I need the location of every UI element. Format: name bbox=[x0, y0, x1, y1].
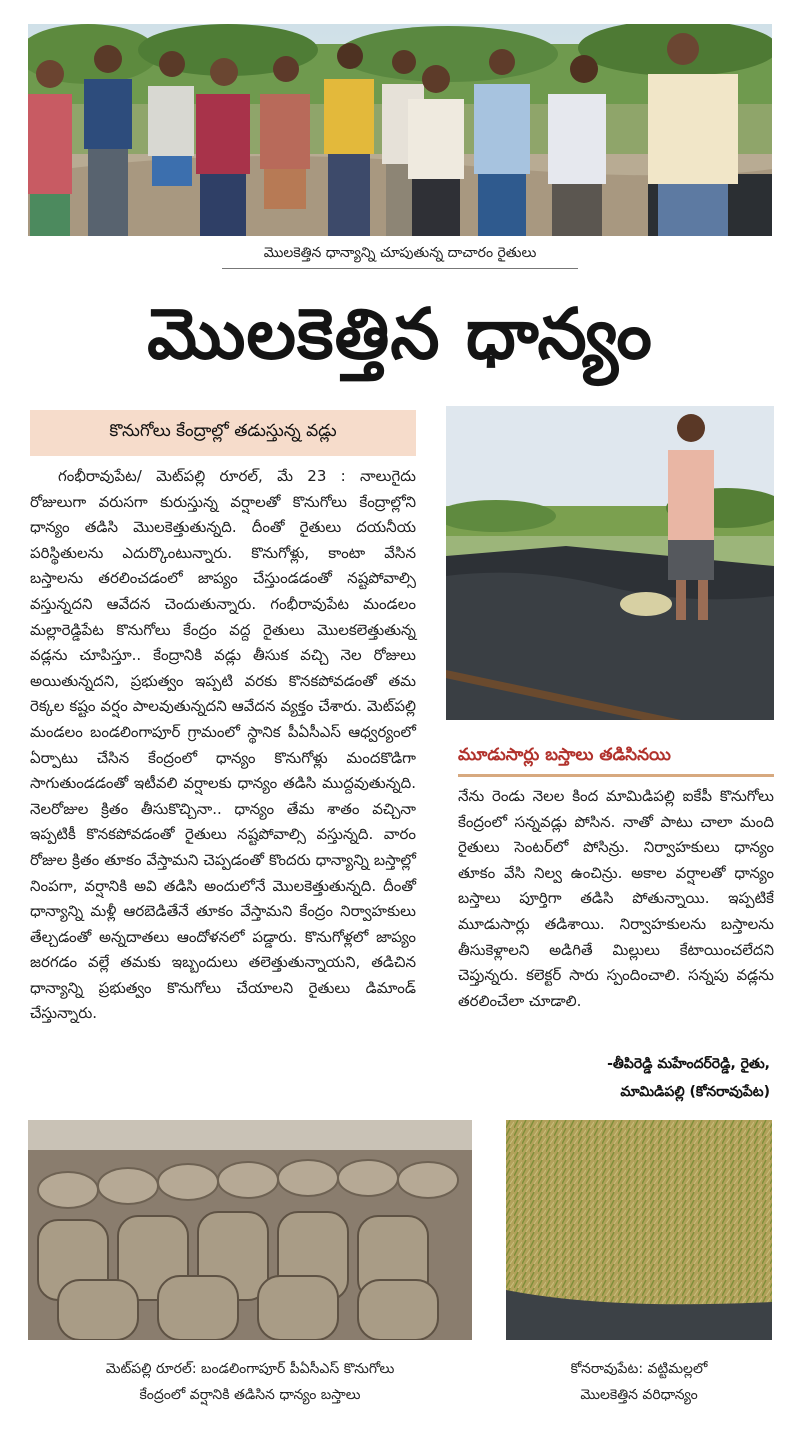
farmers-photo bbox=[28, 24, 772, 236]
sidebar-quote-text: నేను రెండు నెలల కింద మామిడిపల్లి ఐకేపీ కొనుగోలు కేంద్రంలో సన్నవడ్లు పోసిన. నాతో పాటు చాలా మంది రైతులు సెంటర్‌లో పోసిన్రు. నిర్వాహకులు ధాన్యం తూకం వేసి నిల్వ ఉంచిన్రు. అకాల వర్షాలతో ధాన్యం బస్తాలు పూర్తిగా తడిసి పోతున్నాయి. ఇప్పటికే మూడుసార్లు తడిశాయి. నిర్వాహకులను బస్తాలను తీసుకెళ్లాలని అడిగితే మిల్లులు కేటాయించలేదని చెప్తున్నరు. కలెక్టర్ సారు స్పందించాలి. సన్నపు వడ్లను తరలించేలా చూడాలి. bbox=[458, 787, 774, 1010]
top-caption-rule bbox=[222, 268, 578, 269]
farmer-on-tarp-illustration bbox=[446, 406, 774, 720]
article-paragraph: గంభీరావుపేట/ మెట్‌పల్లి రూరల్, మే 23 : నాలుగైదు రోజులుగా వరుసగా కురుస్తున్న వర్షాలతో కొనుగోలు కేంద్రాల్లోని ధాన్యం తడిసి మొలకెత్తుతున్నది. దీంతో రైతులు దయనీయ పరిస్థితులను ఎదుర్కొంటున్నారు. కొనుగోళ్లు, కాంటా వేసిన బస్తాలను తరలించడంలో జాప్యం చేస్తుండడంతో నష్టపోవాల్సి వస్తున్నదని ఆవేదన చెందుతున్నారు. గంభీరావుపేట మండలం మల్లారెడ్డిపేట కొనుగోలు కేంద్రం వద్ద రైతులు మొలకలెత్తుతున్న వడ్లను చూపిస్తూ.. కేంద్రానికి వడ్లు తీసుక వచ్చి నెల రోజులు అయితున్నదని, ప్రభుత్వం ఇప్పటి వరకు కొనకపోవడంతో తమ రెక్కల కష్టం వర్షం పాలవుతున్నదని ఆవేదన వ్యక్తం చేశారు. మెట్‌పల్లి మండలం బండలింగాపూర్ గ్రామంలో స్థానిక పీఏసీఎస్ ఆధ్వర్యంలో ఏర్పాటు చేసిన కేంద్రంలో ధాన్యం కొనుగోళ్లు మందకొడిగా సాగుతుండడంతో ఇటీవలి వర్షాలకు ధాన్యం తడిసి ముద్దవుతున్నది. నెలరోజుల క్రితం తీసుకొచ్చినా.. ధాన్యం తేమ శాతం వచ్చినా ఇప్పటికీ కొనకపోవడంతో రైతులు నష్టపోవాల్సి వస్తున్నది. వారం రోజుల క్రితం తూకం వేస్తామని చెప్పడంతో కొందరు ధాన్యాన్ని బస్తాల్లో నింపగా, వర్షానికి అవి తడిసి అందులోనే మొలకెత్తుతున్నది. దీంతో ధాన్యాన్ని మళ్లీ ఆరబెడితేనే తూకం వేస్తామని కేంద్రం నిర్వాహకులు తేల్చడంతో అన్నదాతలు ఆందోళనలో పడ్డారు. కొనుగోళ్లలో జాప్యం జరగడం వల్లే తమకు ఇబ్బందులు తలెత్తుతున్నాయని, తడిచిన ధాన్యాన్ని ప్రభుత్వం కొనుగోలు చేయాలని రైతులు డిమాండ్ చేస్తున్నారు. bbox=[30, 467, 416, 1023]
sprouted-grain-photo bbox=[506, 1120, 772, 1340]
sacks-caption-line2: కేంద్రంలో వర్షానికి తడిసిన ధాన్యం బస్తాలు bbox=[139, 1387, 361, 1403]
headline: మొలకెత్తిన ధాన్యం bbox=[147, 293, 653, 375]
sacks-photo-illustration bbox=[28, 1120, 472, 1340]
sprouted-grain-illustration bbox=[506, 1120, 772, 1340]
sidebar-heading: మూడుసార్లు బస్తాలు తడిసినయి bbox=[458, 745, 671, 765]
article-body bbox=[30, 464, 416, 1027]
grain-caption-line1: కోనరావుపేట: వట్టిమల్లలో bbox=[570, 1361, 708, 1377]
sidebar-heading-rule bbox=[458, 774, 774, 777]
grain-caption-line2: మొలకెత్తిన వరిధాన్యం bbox=[580, 1387, 698, 1403]
sidebar-signature-place: మామిడిపల్లి (కోనరావుపేట) bbox=[620, 1084, 770, 1100]
subheadline-box bbox=[30, 410, 416, 456]
sidebar-quote bbox=[458, 784, 774, 1014]
farmer-on-tarp-photo bbox=[446, 406, 774, 720]
sacks-caption-line1: మెట్‌పల్లి రూరల్: బండలింగాపూర్ పీఏసీఎస్ కొనుగోలు bbox=[105, 1361, 395, 1377]
sacks-photo bbox=[28, 1120, 472, 1340]
subheadline: కొనుగోలు కేంద్రాల్లో తడుస్తున్న వడ్లు bbox=[109, 421, 337, 441]
sidebar-signature-name: -తీపిరెడ్డి మహేందర్‌రెడ్డి, రైతు, bbox=[607, 1056, 770, 1072]
top-photo-caption: మొలకెత్తిన ధాన్యాన్ని చూపుతున్న దాచారం రైతులు bbox=[263, 245, 537, 261]
farmers-photo-illustration bbox=[28, 24, 772, 236]
